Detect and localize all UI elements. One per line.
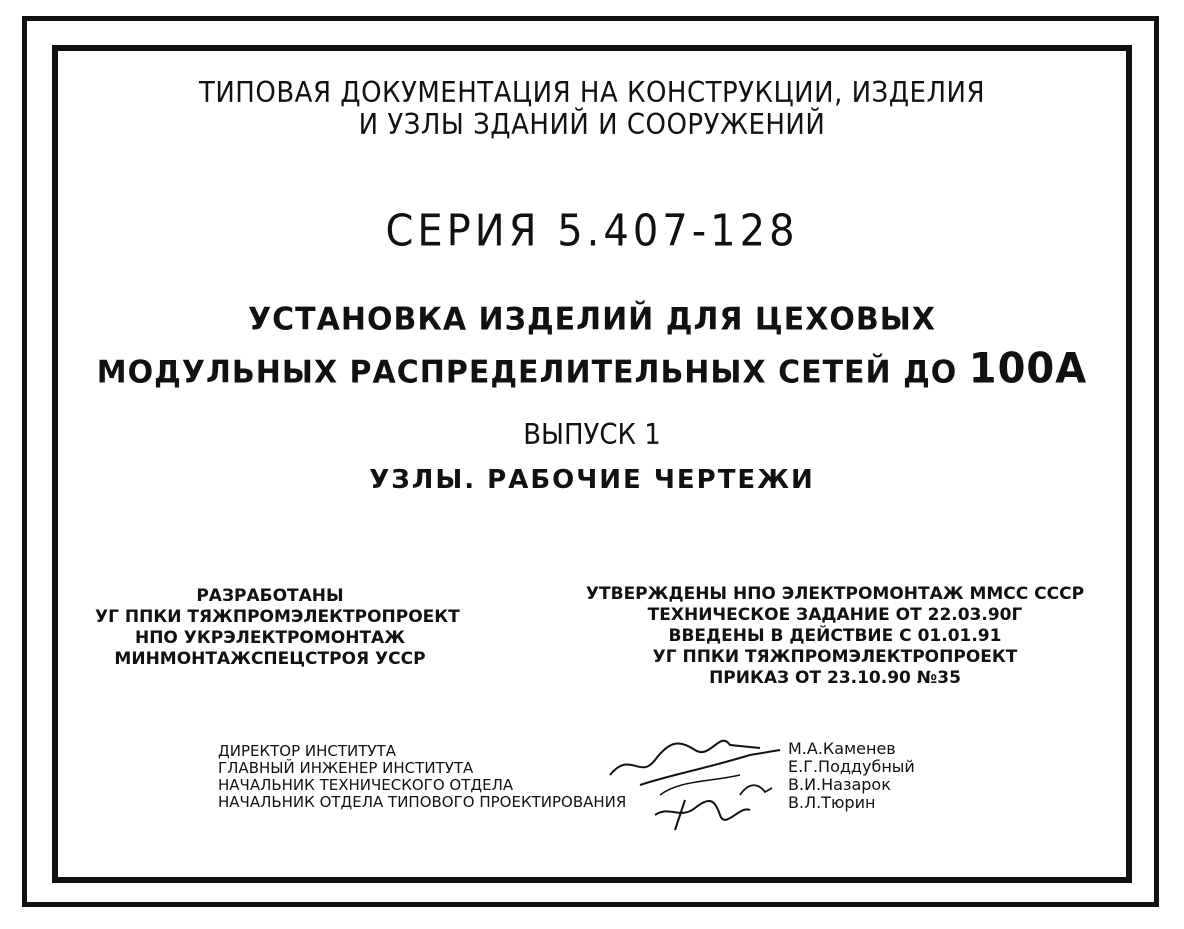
title-line-1: УСТАНОВКА ИЗДЕЛИЙ ДЛЯ ЦЕХОВЫХ [248, 301, 936, 338]
issue-number: ВЫПУСК 1 [523, 418, 661, 452]
developed-line: МИНМОНТАЖСПЕЦСТРОЯ УССР [114, 649, 426, 669]
title-line-2-text: МОДУЛЬНЫХ РАСПРЕДЕЛИТЕЛЬНЫХ СЕТЕЙ ДО [96, 354, 958, 392]
position-chief-engineer: ГЛАВНЫЙ ИНЖЕНЕР ИНСТИТУТА [218, 759, 474, 777]
header-line-1: ТИПОВАЯ ДОКУМЕНТАЦИЯ НА КОНСТРУКЦИИ, ИЗДЕЛИЯ [198, 76, 986, 110]
handwritten-signatures [600, 720, 790, 835]
approved-line: ВВЕДЕНЫ В ДЕЙСТВИЕ С 01.01.91 [668, 626, 1002, 646]
position-technical-head: НАЧАЛЬНИК ТЕХНИЧЕСКОГО ОТДЕЛА [218, 776, 514, 794]
approved-line: ПРИКАЗ ОТ 23.10.90 №35 [709, 668, 961, 688]
position-director: ДИРЕКТОР ИНСТИТУТА [218, 742, 396, 760]
approved-line: УГ ППКИ ТЯЖПРОМЭЛЕКТРОПРОЕКТ [652, 647, 1018, 667]
approved-line: ТЕХНИЧЕСКОЕ ЗАДАНИЕ ОТ 22.03.90Г [647, 605, 1023, 625]
series-title: СЕРИЯ 5.407-128 [385, 205, 799, 257]
name-technical-head: В.И.Назарок [788, 775, 891, 794]
developed-block [95, 586, 460, 670]
signatory-positions [218, 743, 626, 811]
approved-line: УТВЕРЖДЕНЫ НПО ЭЛЕКТРОМОНТАЖ ММСС СССР [585, 584, 1085, 604]
subtitle: УЗЛЫ. РАБОЧИЕ ЧЕРТЕЖИ [369, 465, 815, 495]
developed-line: УГ ППКИ ТЯЖПРОМЭЛЕКТРОПРОЕКТ [95, 607, 460, 627]
position-typical-design-head: НАЧАЛЬНИК ОТДЕЛА ТИПОВОГО ПРОЕКТИРОВАНИЯ [218, 793, 627, 811]
name-chief-engineer: Е.Г.Поддубный [788, 757, 915, 776]
title-current-value: 100А [968, 344, 1088, 394]
name-director: М.А.Каменев [788, 739, 896, 758]
developed-heading: РАЗРАБОТАНЫ [196, 586, 344, 606]
approved-block [585, 584, 1085, 689]
signatory-names [788, 740, 915, 812]
developed-line: НПО УКРЭЛЕКТРОМОНТАЖ [134, 628, 406, 648]
title-line-2 [0, 345, 1184, 393]
name-typical-design-head: В.Л.Тюрин [788, 793, 876, 812]
header-line-2: И УЗЛЫ ЗДАНИЙ И СООРУЖЕНИЙ [358, 108, 826, 142]
